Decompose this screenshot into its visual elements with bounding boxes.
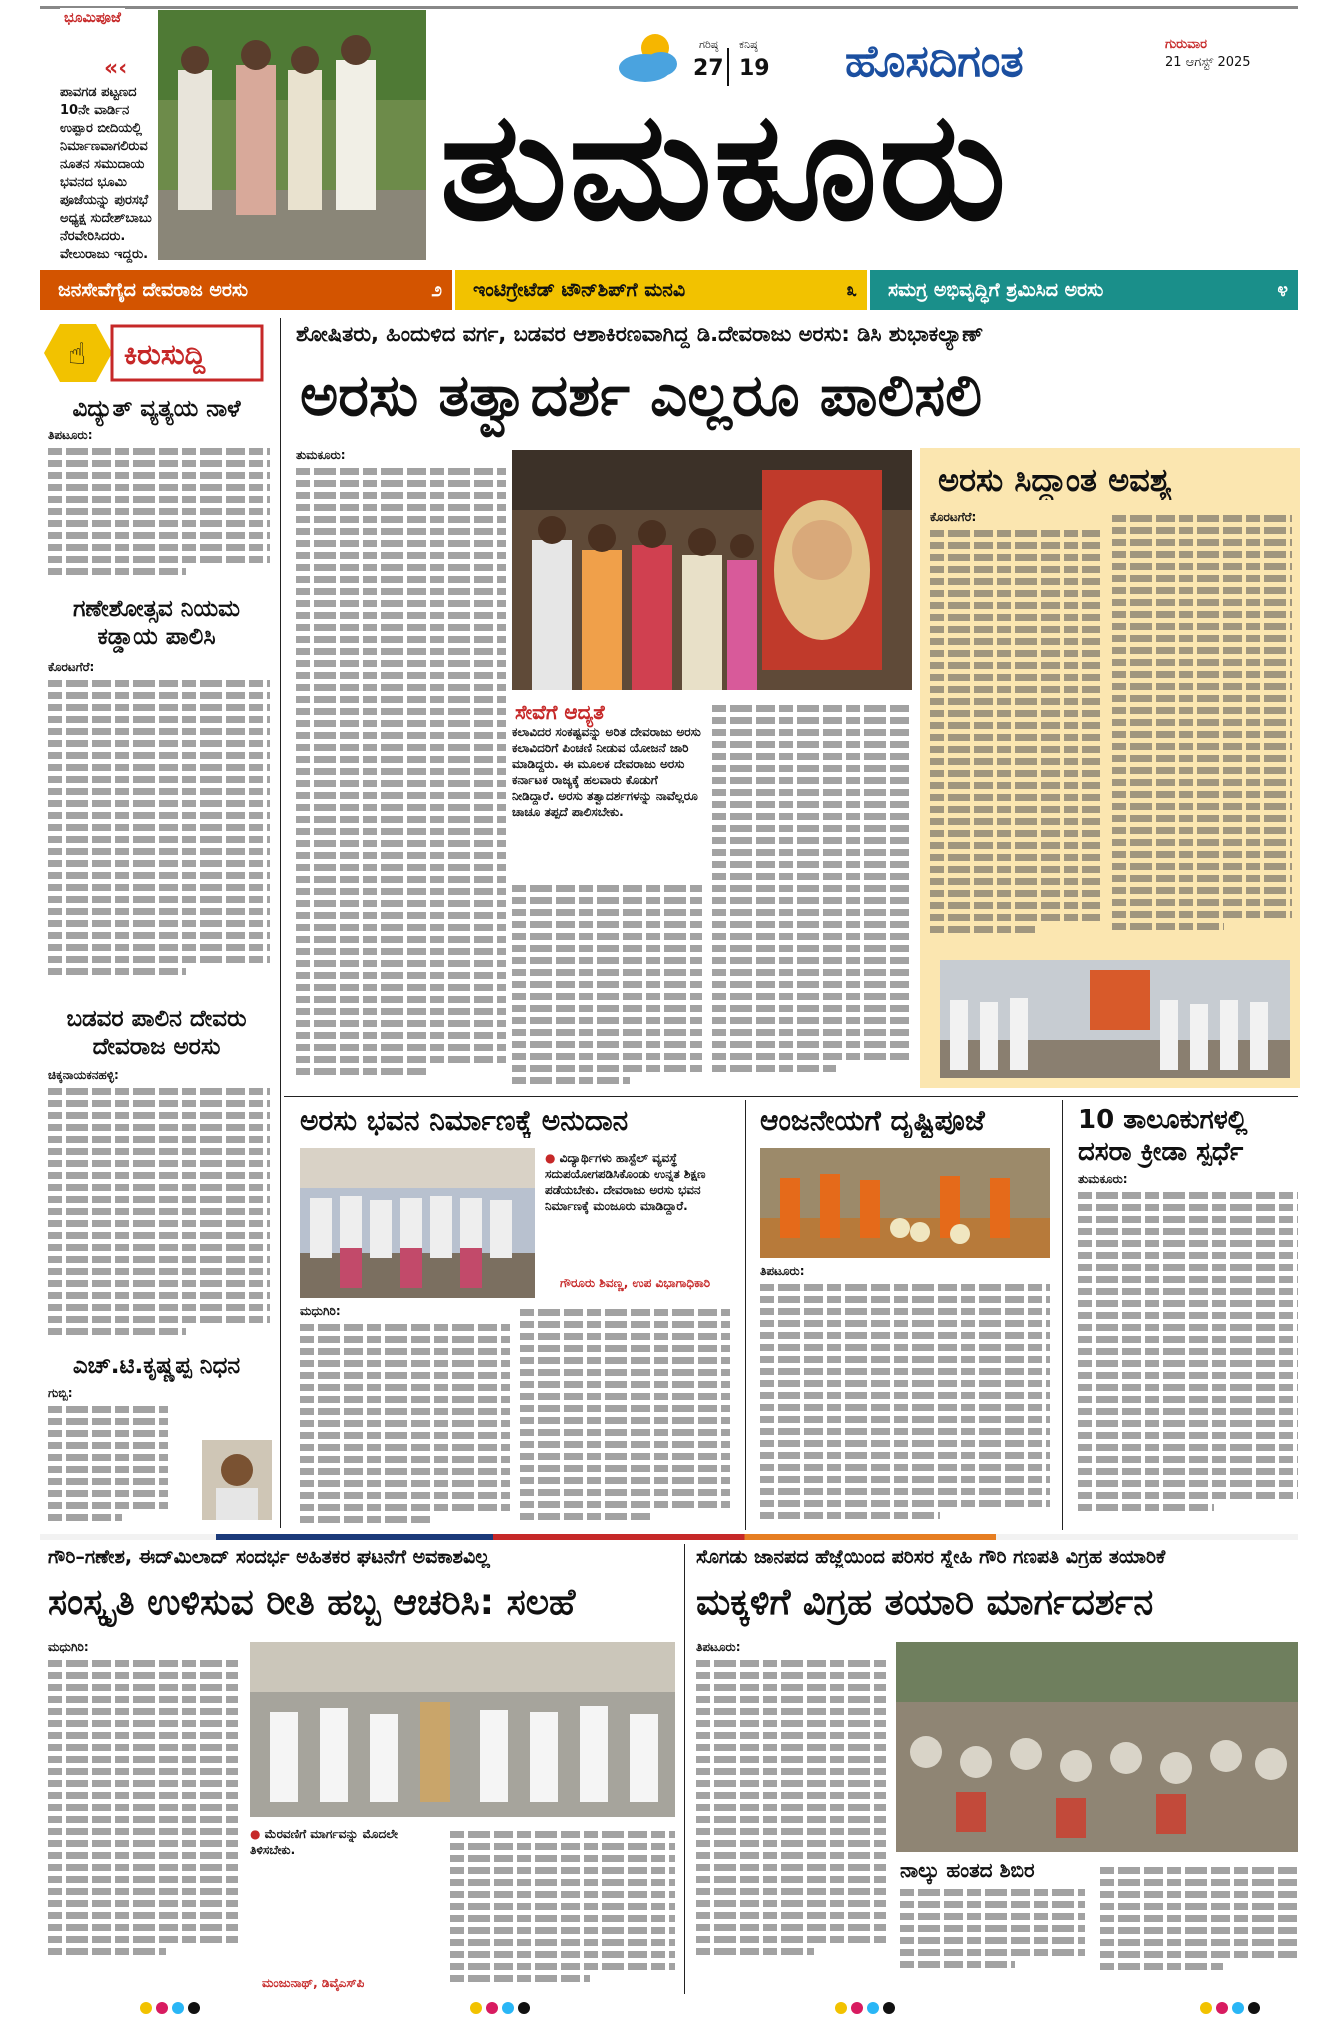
issue-date: 21 ಆಗಸ್ಟ್ 2025	[1165, 55, 1251, 70]
column-rule	[684, 1544, 685, 1994]
promo-photo	[158, 10, 426, 260]
story-dateline: ಮಧುಗಿರಿ:	[48, 1640, 89, 1654]
svg-text:☝: ☝	[68, 337, 87, 372]
obituary-photo	[202, 1440, 272, 1520]
arasu-bhavana-photo	[300, 1148, 535, 1298]
lead-body-col-1	[296, 448, 506, 1088]
lead-headline: ಅರಸು ತತ್ವಾದರ್ಶ ಎಲ್ಲರೂ ಪಾಲಿಸಲಿ	[300, 361, 983, 429]
strip-text: ಜನಸೇವೆಗೈದ ದೇವರಾಜ ಅರಸು	[58, 279, 249, 301]
ganapathi-caption-body	[900, 1884, 1085, 1994]
quote-icon: ●	[250, 1827, 261, 1841]
festival-headline: ಸಂಸ್ಕೃತಿ ಉಳಿಸುವ ರೀತಿ ಹಬ್ಬ ಆಚರಿಸಿ: ಸಲಹೆ	[48, 1582, 576, 1623]
temp-divider	[727, 48, 729, 86]
partly-cloudy-icon	[615, 26, 685, 86]
date-block	[1165, 36, 1251, 72]
quote-icon: ●	[545, 1151, 556, 1165]
promo-tag: ಭೂಮಿಪೂಜೆ	[60, 8, 125, 28]
lead-body-col-3	[712, 700, 912, 1090]
max-temp-label: ಗರಿಷ್ಠ	[699, 38, 719, 51]
story-dateline: ತುಮಕೂರು:	[1078, 1172, 1128, 1186]
festival-body-col-2	[450, 1826, 675, 1996]
section-rule	[284, 1096, 1298, 1097]
max-temp: 27	[693, 56, 724, 81]
anjaneya-body	[760, 1264, 1050, 1526]
side-box-col-1	[930, 510, 1100, 950]
edition-title: ತುಮಕೂರು	[440, 82, 1009, 252]
lead-kicker: ಶೋಷಿತರು, ಹಿಂದುಳಿದ ವರ್ಗ, ಬಡವರ ಆಶಾಕಿರಣವಾಗಿದ್ದ ಡಿ.ದೇವರಾಜು ಅರಸು: ಡಿಸಿ ಶುಭಾಕಲ್ಯಾಣ್	[296, 322, 984, 346]
strip-page: ೪	[1277, 279, 1288, 301]
strip-text: ಸಮಗ್ರ ಅಭಿವೃದ್ಧಿಗೆ ಶ್ರಮಿಸಿದ ಅರಸು	[888, 279, 1104, 301]
festival-photo	[250, 1642, 675, 1817]
brief-dateline: ಕೊರಟಗೆರೆ:	[48, 660, 95, 674]
brief-head-4: ಎಚ್.ಟಿ.ಕೃಷ್ಣಪ್ಪ ನಿಧನ	[72, 1353, 241, 1379]
story-dateline: ತಿಪಟೂರು:	[696, 1640, 741, 1654]
section-color-bar	[40, 1534, 1298, 1540]
story-dateline: ಮಧುಗಿರಿ:	[300, 1304, 341, 1318]
side-box-head: ಅರಸು ಸಿದ್ಧಾಂತ ಅವಶ್ಯ	[938, 461, 1172, 499]
weekday: ಗುರುವಾರ	[1165, 37, 1207, 52]
strip-link-2[interactable]	[455, 270, 867, 310]
min-temp: 19	[739, 56, 770, 81]
brief-head-2: ಗಣೇಶೋತ್ಸವ ನಿಯಮ ಕಡ್ಡಾಯ ಪಾಲಿಸಿ	[72, 596, 241, 650]
strip-link-1[interactable]	[40, 270, 452, 310]
lead-photo-caption: ಕಲಾವಿದರ ಸಂಕಷ್ಟವನ್ನು ಅರಿತ ದೇವರಾಜು ಅರಸು ಕಲಾವಿದರಿಗೆ ಪಿಂಚಣಿ ನೀಡುವ ಯೋಜನೆ ಜಾರಿ ಮಾಡಿದ್ದರು. ಈ ಮೂಲಕ ದೇವರಾಜು ಅರಸು ಕರ್ನಾಟಕ ರಾಜ್ಯಕ್ಕೆ ಹಲವಾರು ಕೊಡುಗೆ ನೀಡಿದ್ದಾರೆ. ಅರಸು ತತ್ವಾದರ್ಶಗಳನ್ನು ನಾವೆಲ್ಲರೂ ಚಾಚೂ ತಪ್ಪದೆ ಪಾಲಿಸಬೇಕು.	[512, 725, 701, 819]
brief-head-3: ಬಡವರ ಪಾಲಿನ ದೇವರು ದೇವರಾಜ ಅರಸು	[66, 1006, 247, 1060]
registration-marks	[1200, 2002, 1260, 2014]
brief-body-1	[48, 428, 270, 598]
strip-link-3[interactable]	[870, 270, 1298, 310]
registration-marks	[470, 2002, 530, 2014]
story-head-dasara: 10 ತಾಲೂಕುಗಳಲ್ಲಿ ದಸರಾ ಕ್ರೀಡಾ ಸ್ಪರ್ಧೆ	[1078, 1105, 1248, 1167]
story-head-arasu-bhavana: ಅರಸು ಭವನ ನಿರ್ಮಾಣಕ್ಕೆ ಅನುದಾನ	[300, 1104, 629, 1137]
registration-marks	[835, 2002, 895, 2014]
dasara-body	[1078, 1172, 1298, 1526]
lead-photo	[512, 450, 912, 690]
ganapathi-headline: ಮಕ್ಕಳಿಗೆ ವಿಗ್ರಹ ತಯಾರಿ ಮಾರ್ಗದರ್ಶನ	[696, 1582, 1154, 1623]
chevron-left-icon: «‹	[104, 56, 128, 81]
festival-quote-byline: ಮಂಜುನಾಥ್, ಡಿವೈಎಸ್‌ಪಿ	[262, 1976, 365, 1990]
lead-body-col-2	[512, 880, 702, 1090]
column-rule	[280, 318, 281, 1528]
arasu-bhavana-col-2	[520, 1304, 730, 1524]
story-dateline: ತಿಪಟೂರು:	[760, 1264, 805, 1278]
strip-page: ೨	[431, 279, 442, 301]
kiru-suddi-label: ಕಿರುಸುದ್ದಿ	[124, 338, 206, 371]
registration-marks	[140, 2002, 200, 2014]
brief-dateline: ಗುಬ್ಬಿ:	[48, 1386, 73, 1400]
brief-dateline: ತಿಪಟೂರು:	[48, 428, 93, 442]
ganapathi-body-col-1	[696, 1640, 886, 2000]
quote-text: ಮೆರವಣಿಗೆ ಮಾರ್ಗವನ್ನು ಮೊದಲೇ ತಿಳಿಸಬೇಕು.	[250, 1827, 398, 1857]
ganapathi-photo	[896, 1642, 1298, 1852]
quote-byline: ಗೌರೂರು ಶಿವಣ್ಣ, ಉಪ ವಿಭಾಗಾಧಿಕಾರಿ	[560, 1276, 711, 1290]
festival-quote	[250, 1826, 440, 1976]
min-temp-label: ಕನಿಷ್ಠ	[739, 38, 758, 51]
festival-body-col-1	[48, 1640, 238, 2000]
ganapathi-kicker: ಸೊಗಡು ಜಾನಪದ ಹೆಜ್ಜೆಯಿಂದ ಪರಿಸರ ಸ್ನೇಹಿ ಗೌರಿ ಗಣಪತಿ ವಿಗ್ರಹ ತಯಾರಿಕೆ	[696, 1546, 1166, 1568]
brief-dateline: ಚಿಕ್ಕನಾಯಕನಹಳ್ಳಿ:	[48, 1068, 119, 1082]
ganapathi-body-col-3	[1100, 1862, 1298, 1998]
story-head-anjaneya: ಆಂಜನೇಯಗೆ ದೃಷ್ಟಿಪೂಜೆ	[760, 1104, 985, 1137]
side-box-col-2	[1112, 510, 1292, 950]
arasu-bhavana-col-1	[300, 1304, 510, 1524]
strip-page: ೩	[846, 279, 857, 301]
arasu-bhavana-quote	[545, 1150, 730, 1270]
brand-logo: ಹೊಸದಿಗಂತ	[845, 36, 1024, 87]
promo-caption: ಪಾವಗಡ ಪಟ್ಟಣದ 10ನೇ ವಾರ್ಡಿನ ಉಪ್ಪಾರ ಬೀದಿಯಲ್ಲಿ ನಿರ್ಮಾಣವಾಗಲಿರುವ ನೂತನ ಸಮುದಾಯ ಭವನದ ಭೂಮಿ ಪೂಜೆಯನ್ನು ಪುರಸಭೆ ಅಧ್ಯಕ್ಷ ಸುದೇಶ್‌ಬಾಬು ನೆರವೇರಿಸಿದರು. ವೇಲುರಾಜು ಇದ್ದರು.	[60, 85, 152, 262]
brief-head-1: ವಿದ್ಯುತ್ ವ್ಯತ್ಯಯ ನಾಳೆ	[72, 396, 241, 422]
side-box-photo	[940, 960, 1290, 1078]
anjaneya-photo	[760, 1148, 1050, 1258]
column-rule	[1062, 1100, 1063, 1530]
brief-body-4	[48, 1386, 168, 1526]
ganapathi-caption-title: ನಾಲ್ಕು ಹಂತದ ಶಿಬಿರ	[900, 1858, 1035, 1882]
brief-body-3	[48, 1068, 270, 1358]
strip-text: ಇಂಟಿಗ್ರೇಟೆಡ್ ಟೌನ್‌ಶಿಪ್‌ಗೆ ಮನವಿ	[473, 279, 686, 301]
top-rule	[40, 6, 1298, 9]
festival-kicker: ಗೌರಿ–ಗಣೇಶ, ಈದ್‌ಮಿಲಾದ್ ಸಂದರ್ಭ ಅಹಿತಕರ ಘಟನೆಗೆ ಅವಕಾಶವಿಲ್ಲ	[48, 1546, 490, 1568]
quote-text: ವಿದ್ಯಾರ್ಥಿಗಳು ಹಾಸ್ಟೆಲ್ ವ್ಯವಸ್ಥೆ ಸದುಪಯೋಗಪಡಿಸಿಕೊಂಡು ಉನ್ನತ ಶಿಕ್ಷಣ ಪಡೆಯಬೇಕು. ದೇವರಾಜು ಅರಸು ಭವನ ನಿರ್ಮಾಣಕ್ಕೆ ಮಂಜೂರು ಮಾಡಿದ್ದಾರೆ.	[545, 1151, 706, 1213]
brief-body-2	[48, 660, 270, 1000]
column-rule	[745, 1100, 746, 1530]
side-box-dateline: ಕೊರಟಗೆರೆ:	[930, 510, 977, 524]
weather-widget	[615, 26, 795, 86]
lead-dateline: ತುಮಕೂರು:	[296, 448, 346, 462]
lead-caption-title: ಸೇವೆಗೆ ಆದ್ಯತೆ	[515, 700, 605, 724]
